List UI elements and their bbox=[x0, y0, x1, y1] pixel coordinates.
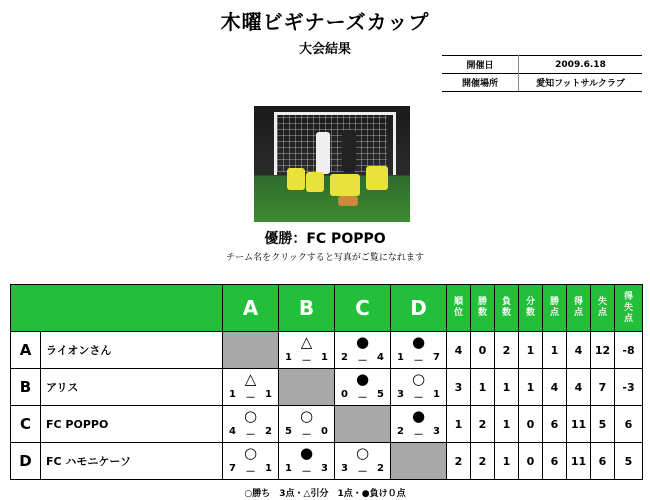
stat-goals-against: 5 bbox=[591, 406, 615, 443]
goals-against: 1 bbox=[265, 463, 272, 474]
row-letter: D bbox=[11, 443, 41, 480]
goals-for: 3 bbox=[341, 463, 348, 474]
col-header-c: C bbox=[335, 285, 391, 332]
event-info-table bbox=[442, 55, 642, 92]
goals-against: 2 bbox=[265, 426, 272, 437]
page-subtitle: 大会結果 bbox=[298, 42, 351, 57]
result-symbol: ○ bbox=[355, 444, 370, 462]
stat-draws: 1 bbox=[519, 332, 543, 369]
goals-for: 7 bbox=[229, 463, 236, 474]
match-result-cell bbox=[335, 332, 391, 369]
stat-draws: 1 bbox=[519, 369, 543, 406]
stat-header-losses: 負 数 bbox=[495, 285, 519, 332]
match-score bbox=[391, 352, 446, 367]
stat-wins: 2 bbox=[471, 443, 495, 480]
trophy-board bbox=[338, 196, 358, 206]
stat-rank: 3 bbox=[447, 369, 471, 406]
goals-for: 2 bbox=[341, 352, 348, 363]
score-dash: － bbox=[413, 356, 424, 367]
stat-goals-for: 11 bbox=[567, 406, 591, 443]
goals-for: 4 bbox=[229, 426, 236, 437]
stat-goal-diff: -3 bbox=[615, 369, 643, 406]
photo-hint-text: チーム名をクリックすると写真がご覧になれます bbox=[226, 253, 424, 263]
match-score bbox=[391, 389, 446, 404]
row-letter: B bbox=[11, 369, 41, 406]
score-dash: － bbox=[413, 393, 424, 404]
stat-goal-diff: -8 bbox=[615, 332, 643, 369]
team-name-link[interactable]: FC ハモニケーソ bbox=[41, 443, 223, 480]
match-result bbox=[391, 406, 446, 442]
stat-rank: 2 bbox=[447, 443, 471, 480]
stat-header-draws: 分 数 bbox=[519, 285, 543, 332]
match-result bbox=[223, 443, 278, 479]
stat-goals-for: 4 bbox=[567, 332, 591, 369]
stat-goals-against: 7 bbox=[591, 369, 615, 406]
info-venue-label: 開催場所 bbox=[442, 74, 519, 92]
match-result bbox=[391, 369, 446, 405]
stat-goal-diff: 6 bbox=[615, 406, 643, 443]
col-header-a: A bbox=[223, 285, 279, 332]
match-result bbox=[279, 406, 334, 442]
goals-against: 2 bbox=[377, 463, 384, 474]
info-row-date bbox=[442, 56, 642, 74]
score-dash: － bbox=[245, 467, 256, 478]
result-symbol: ● bbox=[411, 333, 426, 351]
goals-against: 4 bbox=[377, 352, 384, 363]
match-result bbox=[223, 369, 278, 405]
stat-points: 1 bbox=[543, 332, 567, 369]
col-header-b: B bbox=[279, 285, 335, 332]
match-score bbox=[279, 352, 334, 367]
stat-rank: 4 bbox=[447, 332, 471, 369]
score-dash: － bbox=[245, 430, 256, 441]
goals-for: 2 bbox=[397, 426, 404, 437]
match-score bbox=[335, 463, 390, 478]
match-score bbox=[391, 426, 446, 441]
match-score bbox=[335, 389, 390, 404]
match-result-cell bbox=[223, 443, 279, 480]
goals-for: 1 bbox=[285, 463, 292, 474]
match-score bbox=[223, 463, 278, 478]
match-score bbox=[223, 389, 278, 404]
stat-losses: 1 bbox=[495, 406, 519, 443]
match-score bbox=[279, 463, 334, 478]
info-venue-value: 愛知フットサルクラブ bbox=[519, 74, 643, 92]
stat-goals-for: 11 bbox=[567, 443, 591, 480]
stat-points: 4 bbox=[543, 369, 567, 406]
stat-goal-diff: 5 bbox=[615, 443, 643, 480]
match-result-cell bbox=[279, 443, 335, 480]
goals-for: 3 bbox=[397, 389, 404, 400]
header-blank-cell bbox=[11, 285, 223, 332]
match-score bbox=[335, 352, 390, 367]
player-figure bbox=[330, 174, 360, 196]
match-result bbox=[279, 443, 334, 479]
score-dash: － bbox=[357, 356, 368, 367]
stat-points: 6 bbox=[543, 443, 567, 480]
scoring-legend: ○勝ち 3点・△引分 1点・●負け０点 bbox=[244, 489, 406, 499]
result-symbol: △ bbox=[244, 370, 257, 388]
goals-against: 0 bbox=[321, 426, 328, 437]
score-dash: － bbox=[301, 430, 312, 441]
stat-header-goals-against: 失 点 bbox=[591, 285, 615, 332]
self-match-cell bbox=[279, 369, 335, 406]
match-result-cell bbox=[391, 332, 447, 369]
match-result-cell bbox=[335, 369, 391, 406]
goals-for: 5 bbox=[285, 426, 292, 437]
stat-draws: 0 bbox=[519, 443, 543, 480]
result-symbol: ○ bbox=[299, 407, 314, 425]
goals-for: 1 bbox=[229, 389, 236, 400]
col-header-d: D bbox=[391, 285, 447, 332]
match-score bbox=[279, 426, 334, 441]
stat-wins: 1 bbox=[471, 369, 495, 406]
match-result bbox=[391, 332, 446, 368]
row-letter: C bbox=[11, 406, 41, 443]
stat-goals-against: 6 bbox=[591, 443, 615, 480]
match-result-cell bbox=[391, 369, 447, 406]
match-result-cell bbox=[223, 406, 279, 443]
stat-wins: 0 bbox=[471, 332, 495, 369]
result-symbol: ○ bbox=[411, 370, 426, 388]
stat-points: 6 bbox=[543, 406, 567, 443]
result-symbol: ● bbox=[355, 333, 370, 351]
stat-header-points: 勝 点 bbox=[543, 285, 567, 332]
info-row-venue bbox=[442, 74, 642, 92]
match-result-cell bbox=[279, 332, 335, 369]
player-figure bbox=[287, 168, 305, 190]
goals-for: 0 bbox=[341, 389, 348, 400]
match-result bbox=[223, 406, 278, 442]
team-name-link[interactable]: アリス bbox=[41, 369, 223, 406]
match-result bbox=[335, 369, 390, 405]
info-date-value: 2009.6.18 bbox=[519, 56, 643, 74]
info-date-label: 開催日 bbox=[442, 56, 519, 74]
score-dash: － bbox=[357, 393, 368, 404]
team-name-link[interactable]: FC POPPO bbox=[41, 406, 223, 443]
team-name-link[interactable]: ライオンさん bbox=[41, 332, 223, 369]
stat-draws: 0 bbox=[519, 406, 543, 443]
stat-losses: 2 bbox=[495, 332, 519, 369]
stat-losses: 1 bbox=[495, 369, 519, 406]
stat-header-goals-for: 得 点 bbox=[567, 285, 591, 332]
stat-header-wins: 勝 数 bbox=[471, 285, 495, 332]
results-header-row bbox=[11, 285, 643, 332]
match-result-cell bbox=[223, 369, 279, 406]
match-result-cell bbox=[279, 406, 335, 443]
goals-against: 7 bbox=[433, 352, 440, 363]
row-letter: A bbox=[11, 332, 41, 369]
match-result-cell bbox=[335, 443, 391, 480]
self-match-cell bbox=[335, 406, 391, 443]
result-symbol: △ bbox=[300, 333, 313, 351]
goals-against: 1 bbox=[265, 389, 272, 400]
goals-against: 3 bbox=[433, 426, 440, 437]
stat-goals-for: 4 bbox=[567, 369, 591, 406]
stat-losses: 1 bbox=[495, 443, 519, 480]
match-result bbox=[335, 332, 390, 368]
score-dash: － bbox=[301, 356, 312, 367]
player-figure bbox=[366, 166, 388, 190]
self-match-cell bbox=[391, 443, 447, 480]
stat-rank: 1 bbox=[447, 406, 471, 443]
score-dash: － bbox=[357, 467, 368, 478]
goals-against: 5 bbox=[377, 389, 384, 400]
player-figure bbox=[316, 132, 330, 174]
stat-wins: 2 bbox=[471, 406, 495, 443]
goals-against: 3 bbox=[321, 463, 328, 474]
results-table bbox=[10, 284, 643, 480]
goals-against: 1 bbox=[433, 389, 440, 400]
score-dash: － bbox=[301, 467, 312, 478]
match-score bbox=[223, 426, 278, 441]
table-row bbox=[11, 332, 643, 369]
result-symbol: ● bbox=[355, 370, 370, 388]
match-result bbox=[335, 443, 390, 479]
table-row bbox=[11, 406, 643, 443]
page-title: 木曜ビギナーズカップ bbox=[220, 10, 430, 34]
goals-against: 1 bbox=[321, 352, 328, 363]
player-figure bbox=[306, 172, 324, 192]
result-symbol: ○ bbox=[243, 444, 258, 462]
stat-goals-against: 12 bbox=[591, 332, 615, 369]
result-symbol: ○ bbox=[243, 407, 258, 425]
goals-for: 1 bbox=[397, 352, 404, 363]
result-symbol: ● bbox=[299, 444, 314, 462]
self-match-cell bbox=[223, 332, 279, 369]
player-figure bbox=[342, 130, 356, 172]
score-dash: － bbox=[413, 430, 424, 441]
table-row bbox=[11, 443, 643, 480]
score-dash: － bbox=[245, 393, 256, 404]
match-result bbox=[279, 332, 334, 368]
table-row bbox=[11, 369, 643, 406]
winner-heading: 優勝：FC POPPO bbox=[264, 231, 386, 247]
stat-header-rank: 順 位 bbox=[447, 285, 471, 332]
stat-header-goal-diff: 得 失 点 bbox=[615, 285, 643, 332]
result-symbol: ● bbox=[411, 407, 426, 425]
goals-for: 1 bbox=[285, 352, 292, 363]
match-result-cell bbox=[391, 406, 447, 443]
winner-team-photo bbox=[254, 106, 410, 222]
